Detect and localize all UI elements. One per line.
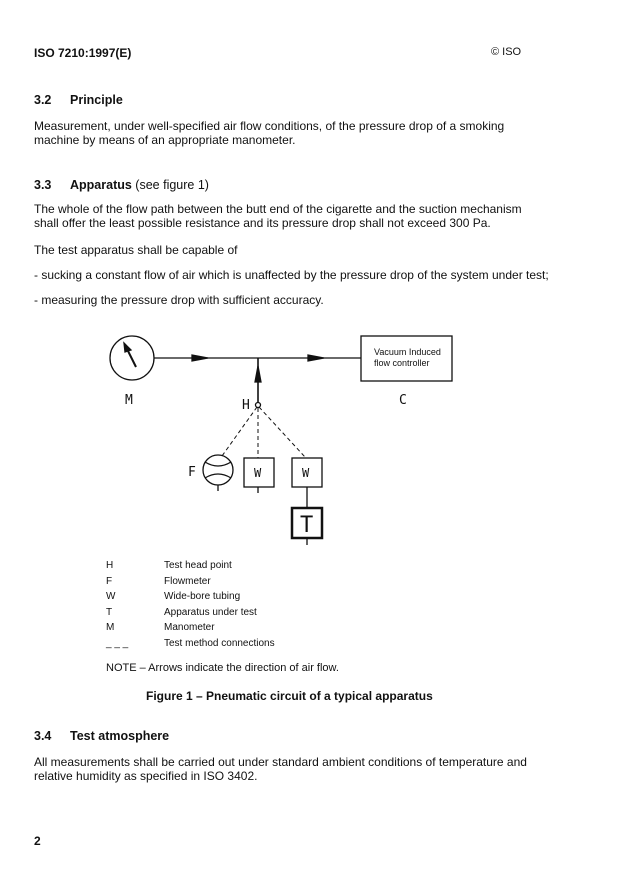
label-w2: W bbox=[302, 466, 310, 480]
label-c: C bbox=[399, 393, 407, 408]
flow-arrow-icon bbox=[192, 355, 208, 361]
section-3-3-heading: 3.3 Apparatus (see figure 1) bbox=[34, 178, 209, 192]
label-f: F bbox=[188, 465, 196, 480]
copyright: © ISO bbox=[491, 46, 522, 58]
flow-arrow-up-icon bbox=[255, 366, 261, 382]
legend-row: T Apparatus under test bbox=[106, 606, 257, 618]
doc-id: ISO 7210:1997(E) bbox=[34, 46, 132, 60]
section-3-4-heading: 3.4 Test atmosphere bbox=[34, 729, 170, 743]
page-number: 2 bbox=[34, 834, 41, 848]
controller-label-1: Vacuum Induced bbox=[374, 347, 441, 357]
legend-row: H Test head point bbox=[106, 560, 232, 571]
section-3-2-text: Measurement, under well-specified air flow conditions, of the pressure drop of a smoking machine by means of an appropriate manometer. bbox=[34, 119, 505, 147]
label-w1: W bbox=[254, 466, 262, 480]
section-3-4-text: All measurements shall be carried out under standard ambient conditions of temperature and relative humidity as specified in ISO 3402. bbox=[34, 755, 527, 783]
legend-row: W Wide-bore tubing bbox=[106, 591, 241, 602]
controller-label-2: flow controller bbox=[374, 358, 430, 368]
manometer-needle bbox=[127, 349, 136, 367]
figure-legend bbox=[106, 560, 406, 653]
label-h: H bbox=[242, 398, 250, 413]
flowmeter-symbol bbox=[203, 455, 233, 485]
legend-row: _ _ _ Test method connections bbox=[106, 637, 275, 649]
section-3-3-p1: The whole of the flow path between the butt end of the cigarette and the suction mechanism shall offer the least possible resistance and its pressure drop shall not exceed 300 Pa. bbox=[34, 202, 522, 230]
section-3-3-bullet2: - measuring the pressure drop with sufficient accuracy. bbox=[34, 293, 324, 307]
figure-note: NOTE – Arrows indicate the direction of air flow. bbox=[106, 662, 339, 674]
flow-arrow-icon bbox=[308, 355, 324, 361]
figure-caption: Figure 1 – Pneumatic circuit of a typical apparatus bbox=[146, 689, 433, 703]
label-m: M bbox=[125, 393, 133, 408]
section-3-2-heading: 3.2 Principle bbox=[34, 93, 123, 107]
section-3-3-bullet1: - sucking a constant flow of air which is unaffected by the pressure drop of the system under test; bbox=[34, 268, 549, 282]
section-3-3-p2: The test apparatus shall be capable of bbox=[34, 243, 238, 257]
legend-row: F Flowmeter bbox=[106, 575, 211, 587]
test-head-point bbox=[256, 403, 261, 408]
label-t: T bbox=[300, 513, 314, 538]
legend-row: M Manometer bbox=[106, 622, 215, 633]
